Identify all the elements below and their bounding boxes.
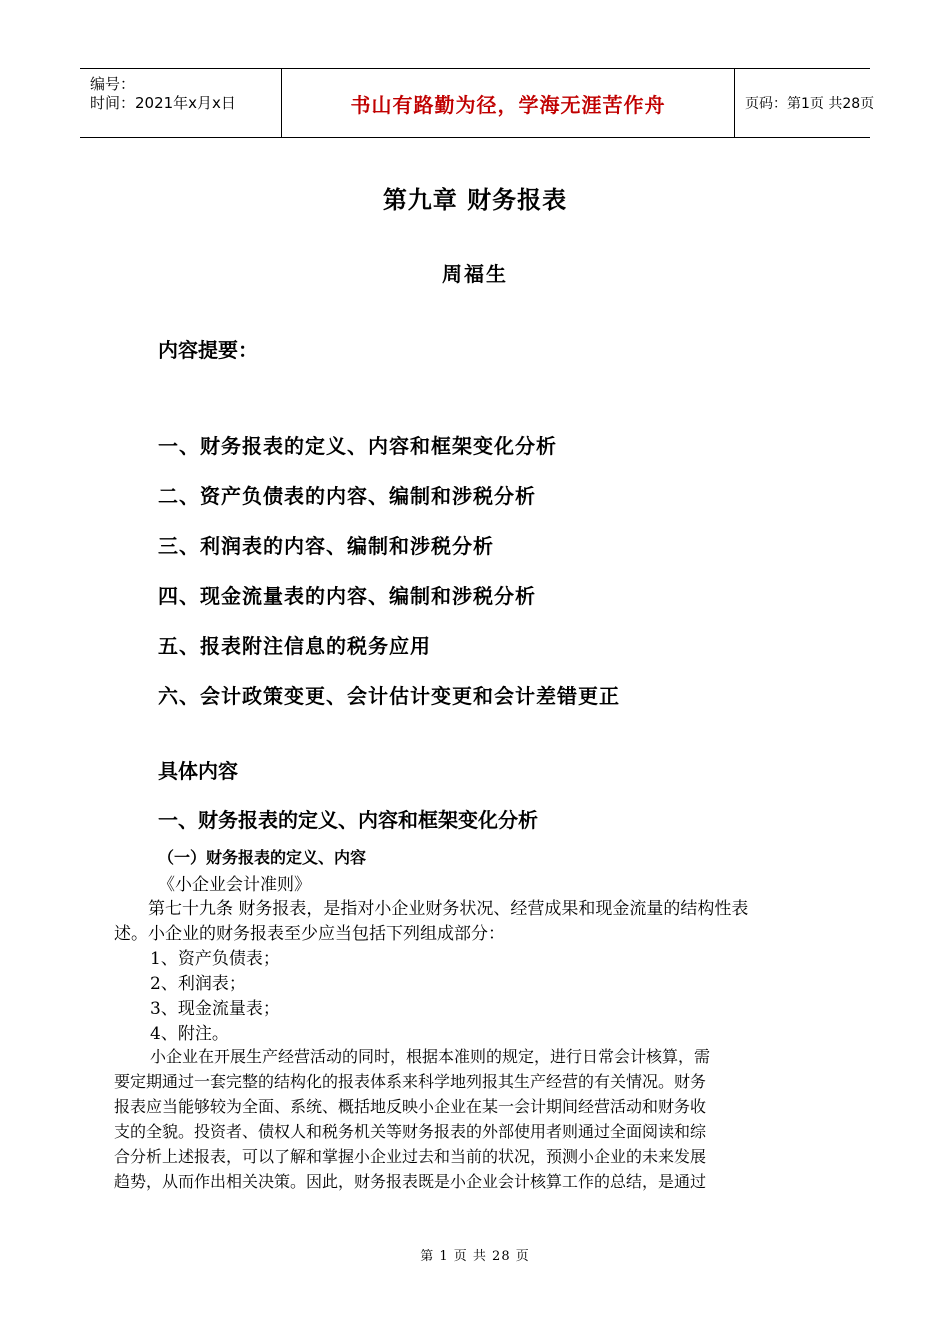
summary-heading: 内容提要：: [158, 338, 258, 362]
document-header: [80, 68, 875, 138]
toc-item: 一、财务报表的定义、内容和框架变化分析: [158, 434, 557, 458]
subsection-heading: （一）财务报表的定义、内容: [158, 848, 367, 867]
toc-item: 三、利润表的内容、编制和涉税分析: [158, 534, 494, 558]
paragraph-line: 合分析上述报表，可以了解和掌握小企业过去和当前的状况，预测小企业的未来发展: [114, 1147, 707, 1166]
article-line: 第七十九条 财务报表，是指对小企业财务状况、经营成果和现金流量的结构性表: [148, 899, 749, 919]
toc-item: 四、现金流量表的内容、编制和涉税分析: [158, 584, 536, 608]
author-name: 周福生: [442, 262, 508, 286]
chapter-title: 第九章 财务报表: [382, 186, 568, 214]
paragraph-line: 支的全貌。投资者、债权人和税务机关等财务报表的外部使用者则通过全面阅读和综: [114, 1122, 707, 1141]
component-item: 2、利润表；: [150, 974, 246, 994]
paragraph-line: 要定期通过一套完整的结构化的报表体系来科学地列报其生产经营的有关情况。财务: [114, 1072, 707, 1091]
page-footer: 第 1 页 共 28 页: [420, 1249, 530, 1264]
header-right-cell: [735, 69, 875, 137]
toc-item: 六、会计政策变更、会计估计变更和会计差错更正: [158, 684, 620, 708]
paragraph-line: 趋势，从而作出相关决策。因此，财务报表既是小企业会计核算工作的总结，是通过: [114, 1172, 707, 1191]
section-heading: 一、财务报表的定义、内容和框架变化分析: [158, 808, 538, 832]
document-number-label: 编号：: [90, 75, 136, 93]
header-left-cell: [80, 69, 281, 137]
article-line: 述。小企业的财务报表至少应当包括下列组成部分：: [114, 924, 505, 944]
header-page-info: 页码：第1页 共28页: [745, 96, 875, 112]
standard-name: 《小企业会计准则》: [158, 875, 311, 895]
component-item: 4、附注。: [150, 1024, 229, 1044]
header-middle-cell: [281, 69, 735, 137]
header-motto: 书山有路勤为径，学海无涯苦作舟: [350, 92, 666, 117]
toc-item: 五、报表附注信息的税务应用: [158, 634, 431, 658]
paragraph-line: 小企业在开展生产经营活动的同时，根据本准则的规定，进行日常会计核算，需: [150, 1047, 711, 1066]
component-item: 1、资产负债表；: [150, 949, 280, 969]
paragraph-line: 报表应当能够较为全面、系统、概括地反映小企业在某一会计期间经营活动和财务收: [114, 1097, 707, 1116]
toc-item: 二、资产负债表的内容、编制和涉税分析: [158, 484, 536, 508]
detail-heading: 具体内容: [158, 759, 238, 783]
document-date-label: 时间：2021年x月x日: [90, 94, 236, 112]
component-item: 3、现金流量表；: [150, 999, 280, 1019]
